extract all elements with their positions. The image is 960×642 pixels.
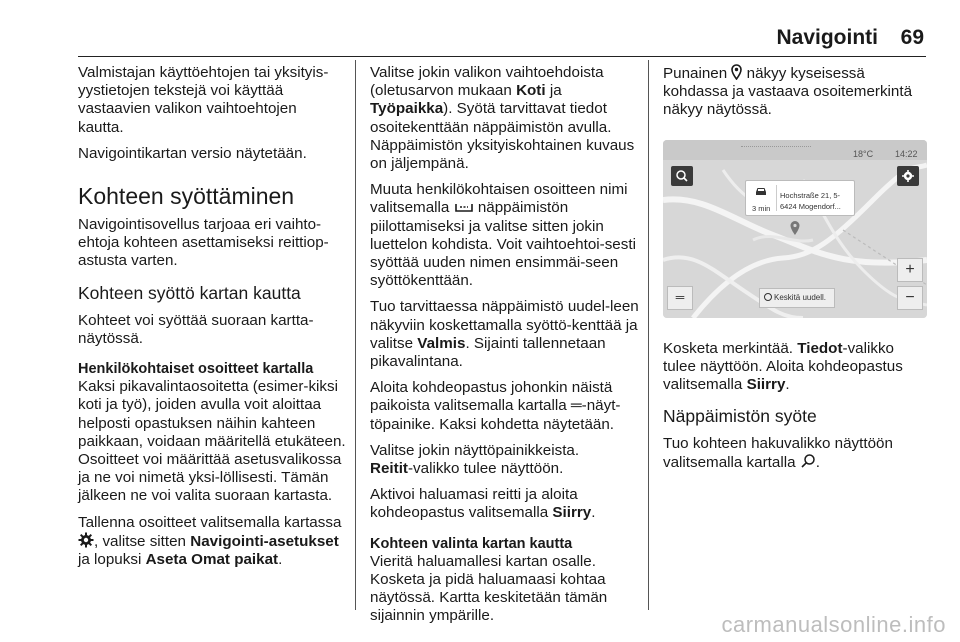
clock-readout: 14:22	[895, 148, 918, 159]
column-3	[663, 64, 927, 481]
status-icons	[741, 146, 811, 155]
address-line-2: 6424 Mogendorf...	[780, 201, 841, 211]
heading-map-entry: Kohteen syöttö kartan kautta	[78, 282, 301, 303]
search-icon	[671, 166, 693, 186]
temperature-readout: 18°C	[853, 148, 874, 159]
paragraph: Kosketa merkintää. Tiedot-valikko tulee näyttöön. Aloita kohdeopastus valitsemalla Siirry.	[663, 339, 903, 394]
paragraph: Muuta henkilökohtaisen osoitteen nimi valitsemalla näppäimistön piilottamiseksi ja valitse sitten jokin luettelon kohdista. Voit vaihtoehtoi-sesti syöttää uuden nimen ensimmäi-seen syöttökenttään.	[370, 181, 636, 290]
page-number: 69	[900, 26, 924, 49]
column-divider-1	[355, 60, 356, 610]
heading-keyboard-input: Näppäimistön syöte	[663, 406, 817, 427]
recenter-button[interactable]	[759, 288, 835, 308]
paragraph: Vieritä haluamallesi kartan osalle. Kosketa ja pidä haluamaasi kohtaa näytössä. Kartta keskitetään tämän sijainnin ympärille.	[370, 552, 608, 625]
paragraph: Kohteet voi syöttää suoraan kartta-näytössä.	[78, 311, 314, 347]
recenter-icon	[764, 293, 772, 301]
zoom-out-button[interactable]	[897, 286, 923, 310]
paragraph: Aktivoi haluamasi reitti ja aloita kohdeopastus valitsemalla Siirry.	[370, 486, 596, 522]
address-popup[interactable]	[745, 180, 855, 216]
paragraph: Navigointikartan versio näytetään.	[78, 144, 307, 162]
navigation-screen-illustration	[663, 140, 927, 318]
menu-button[interactable]	[667, 286, 693, 310]
gear-icon	[897, 166, 919, 186]
header-divider	[78, 56, 926, 57]
paragraph: Valitse jokin näyttöpainikkeista. Reitit-valikko tulee näyttöön.	[370, 441, 580, 478]
paragraph: Valmistajan käyttöehtojen tai yksityis-yystietojen tekstejä voi käyttää vastaavien valikon vaihtoehtojen kautta.	[78, 64, 329, 136]
watermark: carmanualsonline.info	[721, 612, 946, 637]
menu-icon: ═	[675, 289, 685, 304]
page-header	[0, 0, 960, 60]
settings-button[interactable]	[897, 166, 919, 186]
address-line-1: Hochstraße 21, 5-	[780, 190, 841, 200]
zoom-in-icon: +	[905, 260, 915, 278]
paragraph: Kaksi pikavalintaosoitetta (esimer-kiksi koti ja työ), joiden avulla voit aloittaa helposti opastuksen näihin kahteen paikkaan, voidaan määritellä etukäteen. Osoitteet voi määrittää asetusvalikossa ja ne voi nimetä yksi-löllisesti. Tämän jälkeen ne voi valita suoraan kartasta.	[78, 378, 346, 505]
paragraph: Punainen näkyy kyseisessä kohdassa ja vastaava osoitemerkintä näkyy näytössä.	[663, 65, 913, 119]
paragraph: Tuo kohteen hakuvalikko näyttöön valitsemalla kartalla .	[663, 435, 893, 472]
zoom-in-button[interactable]	[897, 258, 923, 282]
zoom-out-icon: −	[905, 288, 915, 306]
paragraph: Aloita kohdeopastus johonkin näistä paikoista valitsemalla kartalla ═-näyt-töpainike. Kaksi kohdetta näytetään.	[370, 379, 621, 433]
gear-icon	[78, 532, 94, 548]
map-pin-icon	[789, 220, 801, 236]
heading-enter-destination: Kohteen syöttäminen	[78, 183, 295, 210]
column-2	[370, 64, 640, 634]
paragraph: Valitse jokin valikon vaihtoehdoista (oletusarvon mukaan Koti ja Työpaikka). Syötä tarvittavat tiedot osoitekenttään näppäimistön avulla. Näppäimistön yksityiskohtainen kuvaus on jäljempänä.	[370, 64, 635, 173]
popup-divider	[776, 185, 777, 211]
hide-keyboard-icon	[454, 202, 474, 214]
paragraph: Tuo tarvittaessa näppäimistö uudel-leen näkyviin koskettamalla syöttö-kenttää ja valitse Valmis. Sijainti tallennetaan pikavalintana.	[370, 298, 639, 371]
paragraph: Navigointisovellus tarjoaa eri vaihto-ehtoja kohteen asettamiseksi reittiop-astusta varten.	[78, 216, 329, 270]
heading-select-on-map: Kohteen valinta kartan kautta	[370, 535, 573, 552]
status-bar	[663, 140, 927, 160]
car-icon	[754, 185, 768, 197]
search-icon	[800, 453, 816, 469]
column-1	[78, 64, 346, 577]
recenter-label: Keskitä uudell.	[774, 292, 827, 302]
paragraph: Tallenna osoitteet valitsemalla kartassa , valitse sitten Navigointi-asetukset ja lopuksi Aseta Omat paikat.	[78, 513, 342, 569]
column-divider-2	[648, 60, 649, 610]
heading-personal-addresses: Henkilökohtaiset osoitteet kartalla	[78, 361, 314, 378]
search-button[interactable]	[671, 166, 693, 186]
eta-label: 3 min	[752, 203, 771, 213]
page-footer	[0, 612, 960, 642]
section-title: Navigointi	[776, 26, 878, 49]
map-pin-icon	[731, 64, 742, 80]
